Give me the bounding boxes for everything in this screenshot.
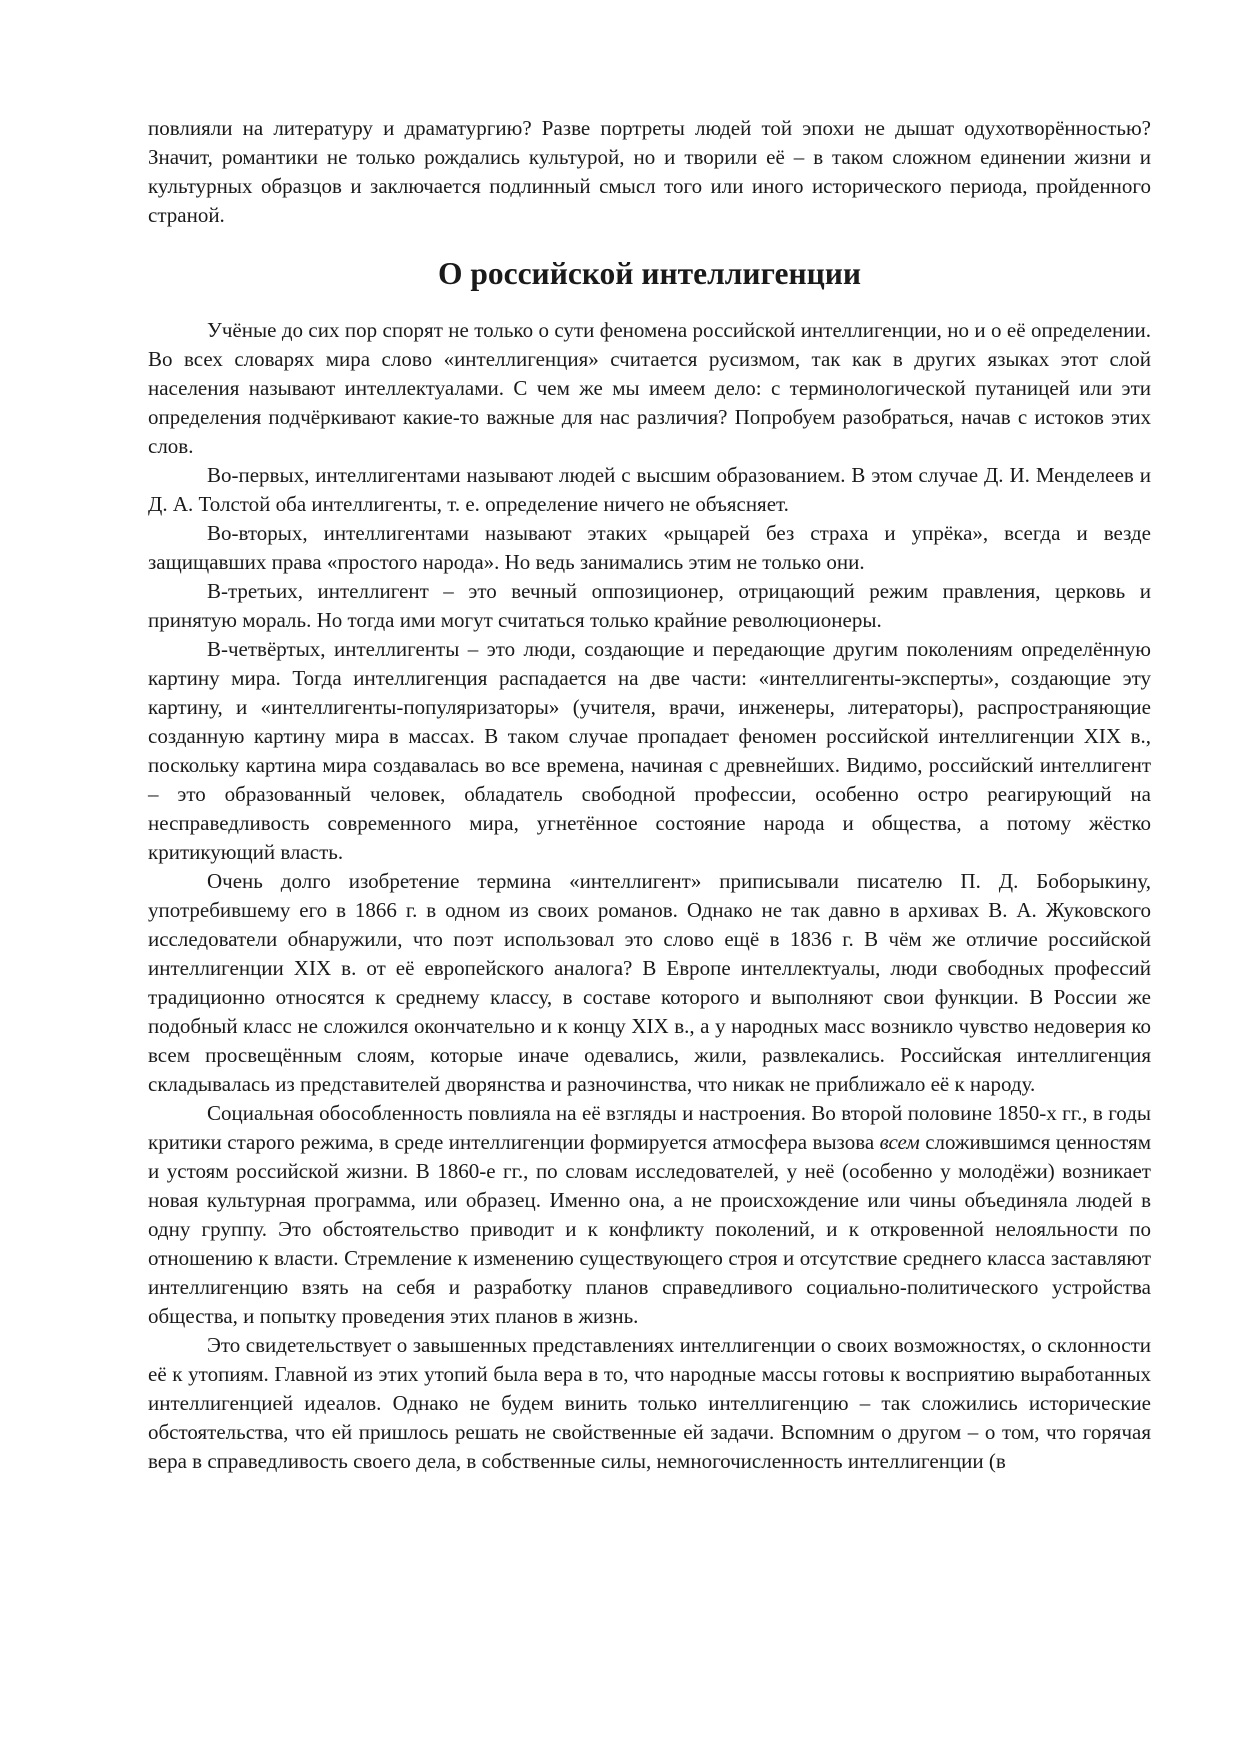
paragraph-6: Очень долго изобретение термина «интеллигент» приписывали писателю П. Д. Боборыкину, употребившему его в 1866 г. в одном из своих романов. Однако не так давно в архивах В. А. Жуковского исследователи обнаружили, что поэт использовал это слово ещё в 1836 г. В чём же отличие российской интеллигенции XIX в. от её европейского аналога? В Европе интеллектуалы, люди свободных профессий традиционно относятся к среднему классу, в составе которого и выполняют свои функции. В России же подобный класс не сложился окончательно и к концу XIX в., а у народных масс возникло чувство недоверия ко всем просвещённым слоям, которые иначе одевались, жили, развлекались. Российская интеллигенция складывалась из представителей дворянства и разночинства, что никак не приближало её к народу. (148, 869, 1151, 1096)
document-page (148, 114, 1151, 1476)
paragraph-7 (148, 1099, 1151, 1331)
paragraph-7-emphasis: всем (879, 1130, 920, 1154)
paragraph-2: Во-первых, интеллигентами называют людей с высшим образованием. В этом случае Д. И. Менделеев и Д. А. Толстой оба интеллигенты, т. е. определение ничего не объясняет. (148, 463, 1151, 516)
continuation-paragraph: повлияли на литературу и драматургию? Разве портреты людей той эпохи не дышат одухотворённостью? Значит, романтики не только рождались культурой, но и творили её – в таком сложном единении жизни и культурных образцов и заключается подлинный смысл того или иного исторического периода, пройденного страной. (148, 116, 1151, 227)
paragraph-1: Учёные до сих пор спорят не только о сути феномена российской интеллигенции, но и о её определении. Во всех словарях мира слово «интеллигенция» считается русизмом, так как в других языках этот слой населения называют интеллектуалами. С чем же мы имеем дело: с терминологической путаницей или эти определения подчёркивают какие-то важные для нас различия? Попробуем разобраться, начав с истоков этих слов. (148, 318, 1151, 458)
paragraph-4: В-третьих, интеллигент – это вечный оппозиционер, отрицающий режим правления, церковь и принятую мораль. Но тогда ими могут считаться только крайние революционеры. (148, 579, 1151, 632)
paragraph-7-end: сложившимся ценностям и устоям российской жизни. В 1860-е гг., по словам исследователей, у неё (особенно у молодёжи) возникает новая культурная программа, или образец. Именно она, а не происхождение или чины объединяла людей в одну группу. Это обстоятельство приводит и к конфликту поколений, и к откровенной нелояльности по отношению к власти. Стремление к изменению существующего строя и отсутствие среднего класса заставляют интеллигенцию взять на себя и разработку планов справедливого социально-политического устройства общества, и попытку проведения этих планов в жизнь. (148, 1130, 1151, 1328)
section-title: О российской интеллигенции (437, 256, 862, 291)
paragraph-8: Это свидетельствует о завышенных представлениях интеллигенции о своих возможностях, о склонности её к утопиям. Главной из этих утопий была вера в то, что народные массы готовы к восприятию выработанных интеллигенцией идеалов. Однако не будем винить только интеллигенцию – так сложились исторические обстоятельства, что ей пришлось решать не свойственные ей задачи. Вспомним о другом – о том, что горячая вера в справедливость своего дела, в собственные силы, немногочисленность интеллигенции (в (148, 1333, 1151, 1473)
paragraph-3: Во-вторых, интеллигентами называют этаких «рыцарей без страха и упрёка», всегда и везде защищавших права «простого народа». Но ведь занимались этим не только они. (148, 521, 1151, 574)
paragraph-5: В-четвёртых, интеллигенты – это люди, создающие и передающие другим поколениям определённую картину мира. Тогда интеллигенция распадается на две части: «интеллигенты-эксперты», создающие эту картину, и «интеллигенты-популяризаторы» (учителя, врачи, инженеры, литераторы), распространяющие созданную картину мира в массах. В таком случае пропадает феномен российской интеллигенции XIX в., поскольку картина мира создавалась во все времена, начиная с древнейших. Видимо, российский интеллигент – это образованный человек, обладатель свободной профессии, особенно остро реагирующий на несправедливость современного мира, угнетённое состояние народа и общества, а потому жёстко критикующий власть. (148, 637, 1151, 864)
paragraph-7-start: Социальная обособленность повлияла на её взгляды и настроения. Во второй половине 1850-х гг., в годы критики старого режима, в среде интеллигенции формируется атмосфера вызова (148, 1101, 1151, 1154)
